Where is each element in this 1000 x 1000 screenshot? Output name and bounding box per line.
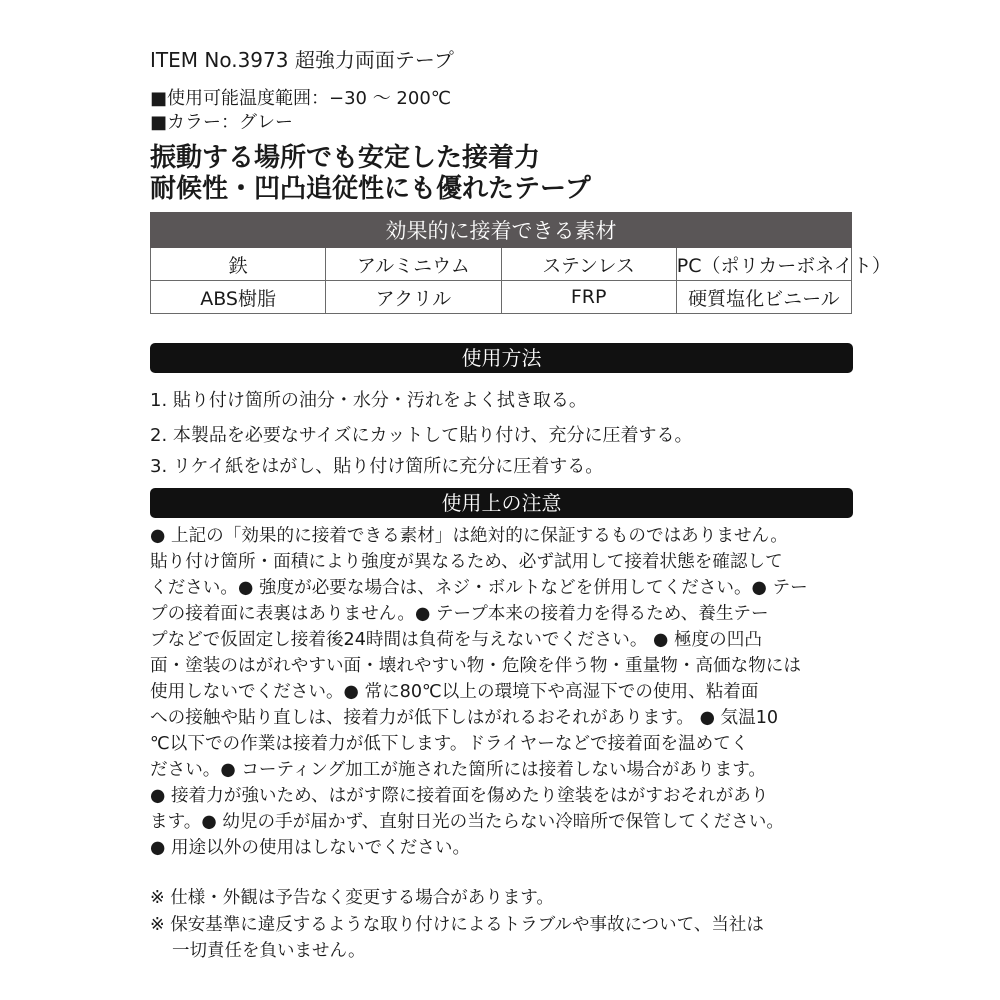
table-cell: PC（ポリカーボネイト）: [676, 248, 851, 281]
spec-temperature-range: ■使用可能温度範囲：−30 〜 200℃: [150, 88, 452, 109]
table-row: [151, 248, 852, 281]
table-cell: FRP: [501, 281, 676, 314]
usage-step-3: 3. リケイ紙をはがし、貼り付け箇所に充分に圧着する。: [150, 456, 604, 477]
table-cell: ABS樹脂: [151, 281, 326, 314]
materials-table: [150, 212, 891, 314]
usage-section-header: 使用方法: [150, 343, 853, 373]
table-cell: 鉄: [151, 248, 326, 281]
table-cell: 硬質塩化ビニール: [676, 281, 851, 314]
disclaimer-note-2: [150, 912, 764, 964]
headline-line-1: 振動する場所でも安定した接着力: [150, 143, 541, 173]
disclaimer-note-2-line-1: ※ 保安基準に違反するような取り付けによるトラブルや事故について、当社は: [150, 915, 764, 935]
caution-line: 貼り付け箇所・面積により強度が異なるため、必ず試用して接着状態を確認して: [150, 552, 783, 572]
item-number-title: ITEM No.3973 超強力両面テープ: [150, 48, 454, 72]
caution-line: 面・塗装のはがれやすい面・壊れやすい物・危険を伴う物・重量物・高価な物には: [150, 656, 801, 676]
usage-step-1: 1. 貼り付け箇所の油分・水分・汚れをよく拭き取る。: [150, 390, 587, 411]
table-cell: アルミニウム: [326, 248, 501, 281]
caution-line: 使用しないでください。● 常に80℃以上の環境下や高湿下での使用、粘着面: [150, 682, 759, 702]
caution-text-block: [150, 523, 855, 861]
materials-table-title: 効果的に接着できる素材: [151, 213, 852, 248]
caution-section-header: 使用上の注意: [150, 488, 853, 518]
table-cell: ステンレス: [501, 248, 676, 281]
caution-line: プの接着面に表裏はありません。● テープ本来の接着力を得るため、養生テー: [150, 604, 769, 624]
caution-line: ● 接着力が強いため、はがす際に接着面を傷めたり塗装をはがすおそれがあり: [150, 786, 769, 806]
table-row: [151, 281, 852, 314]
table-cell: アクリル: [326, 281, 501, 314]
caution-line: への接触や貼り直しは、接着力が低下しはがれるおそれがあります。 ● 気温10: [150, 708, 779, 728]
caution-line: ください。● 強度が必要な場合は、ネジ・ボルトなどを併用してください。● テー: [150, 578, 808, 598]
caution-line: ださい。● コーティング加工が施された箇所には接着しない場合があります。: [150, 760, 766, 780]
spec-color: ■カラー：グレー: [150, 112, 294, 133]
disclaimer-note-2-line-2: 一切責任を負いません。: [172, 941, 366, 961]
headline-line-2: 耐候性・凹凸追従性にも優れたテープ: [150, 174, 591, 204]
materials-table-header-row: [151, 213, 852, 248]
usage-step-2: 2. 本製品を必要なサイズにカットして貼り付け、充分に圧着する。: [150, 425, 693, 446]
caution-line: プなどで仮固定し接着後24時間は負荷を与えないでください。 ● 極度の凹凸: [150, 630, 762, 650]
disclaimer-note-1: ※ 仕様・外観は予告なく変更する場合があります。: [150, 888, 554, 908]
caution-line: ます。● 幼児の手が届かず、直射日光の当たらない冷暗所で保管してください。: [150, 812, 784, 832]
caution-line: ℃以下での作業は接着力が低下します。ドライヤーなどで接着面を温めてく: [150, 734, 749, 754]
caution-line: ● 用途以外の使用はしないでください。: [150, 838, 471, 858]
caution-line: ● 上記の「効果的に接着できる素材」は絶対的に保証するものではありません。: [150, 526, 788, 546]
